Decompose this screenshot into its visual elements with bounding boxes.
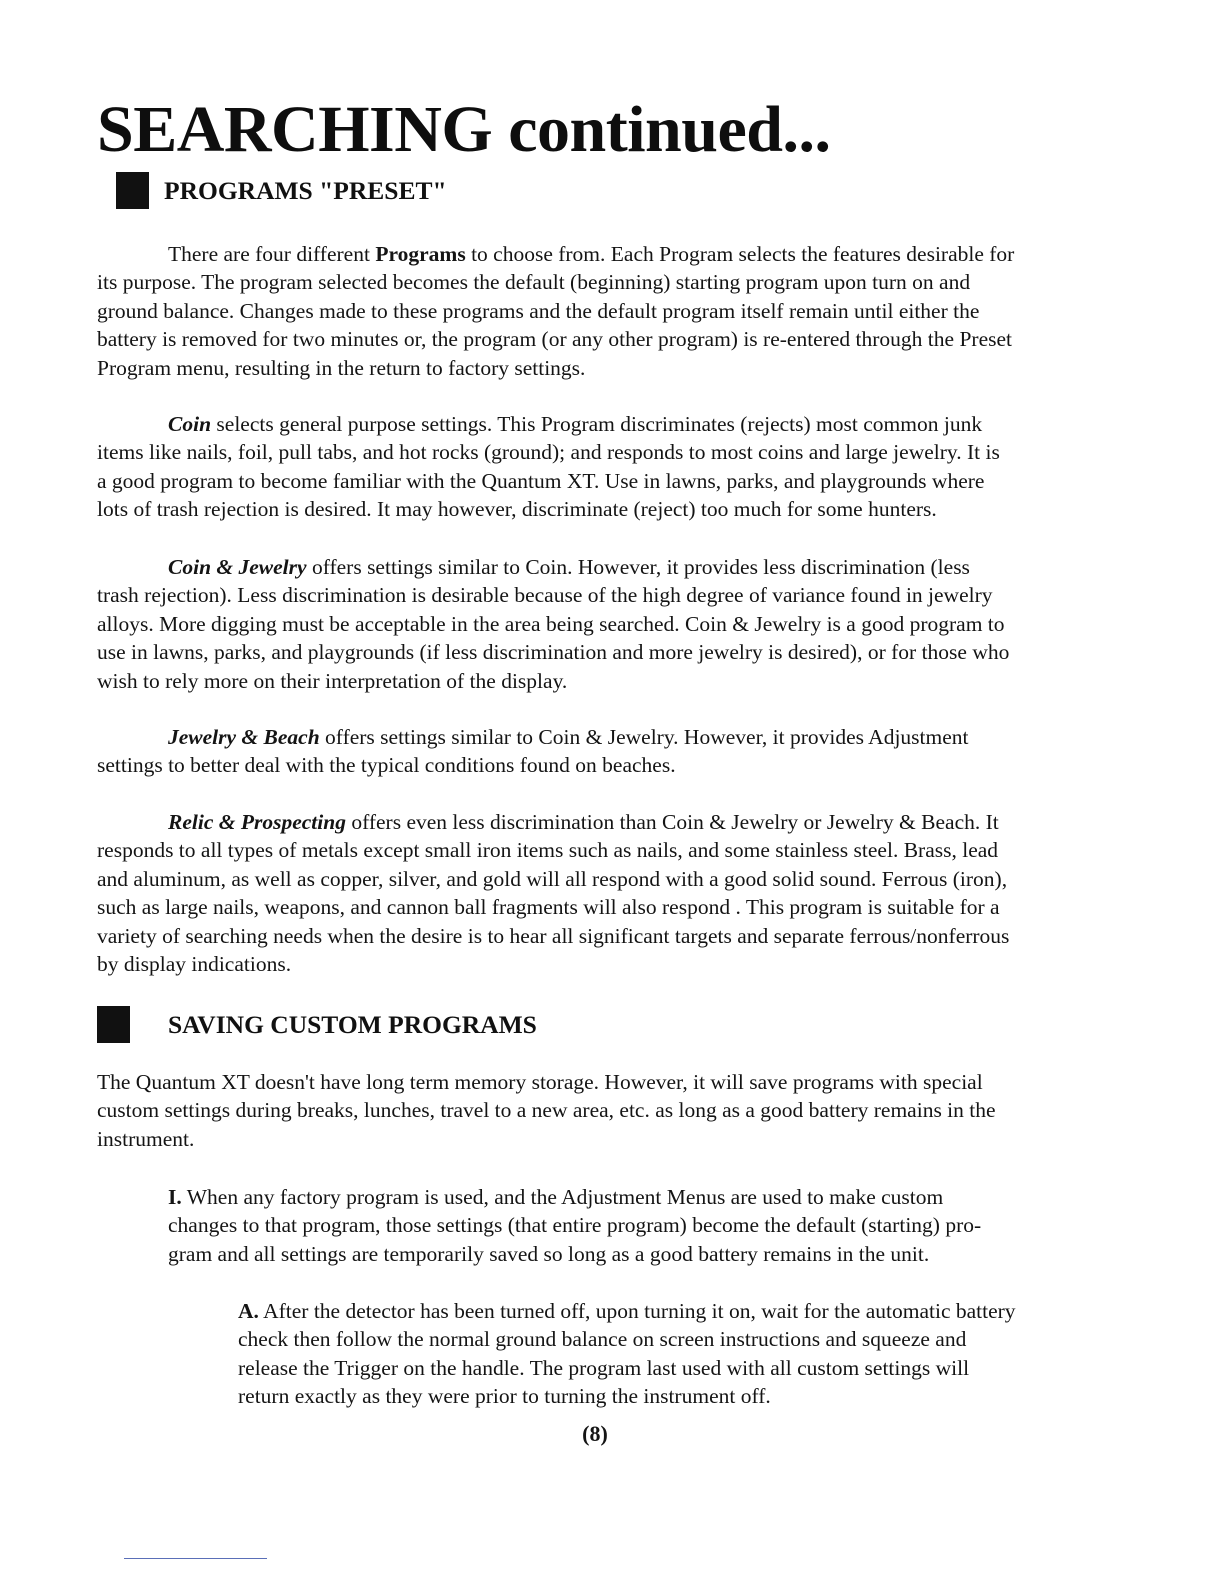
saving-intro-paragraph	[97, 1068, 1127, 1153]
paragraph-line: settings to better deal with the typical conditions found on beaches.	[97, 753, 676, 778]
relic-prospecting-program-paragraph	[97, 808, 1127, 978]
paragraph-line: responds to all types of metals except small iron items such as nails, and some stainless steel. Brass, lead	[97, 838, 999, 863]
section-heading-label: SAVING CUSTOM PROGRAMS	[168, 1010, 537, 1039]
paragraph-line: custom settings during breaks, lunches, travel to a new area, etc. as long as a good battery remains in the	[97, 1098, 996, 1123]
paragraph-line: check then follow the normal ground balance on screen instructions and squeeze and	[238, 1327, 967, 1352]
footer-rule	[124, 1558, 267, 1559]
paragraph-line: Coin selects general purpose settings. This Program discriminates (rejects) most common junk	[168, 412, 983, 436]
paragraph-line: such as large nails, weapons, and cannon ball fragments will also respond . This program is suitable for a	[97, 895, 1000, 920]
coin-program-paragraph	[97, 410, 1127, 524]
paragraph-line: items like nails, foil, pull tabs, and hot rocks (ground); and responds to most coins and large jewelry. It is	[97, 440, 1000, 465]
jewelry-beach-term: Jewelry & Beach	[168, 725, 320, 749]
paragraph-line: use in lawns, parks, and playgrounds (if less discrimination and more jewelry is desired), or for those who	[97, 640, 1010, 665]
paragraph-line: trash rejection). Less discrimination is desirable because of the high degree of variance found in jewelry	[97, 583, 993, 608]
outline-item-a	[238, 1297, 1118, 1411]
section-bullet-square	[97, 1006, 130, 1043]
paragraph-line: release the Trigger on the handle. The program last used with all custom settings will	[238, 1355, 970, 1380]
paragraph-line: wish to rely more on their interpretation of the display.	[97, 668, 568, 693]
paragraph-line: alloys. More digging must be acceptable in the area being searched. Coin & Jewelry is a good program to	[97, 611, 1005, 636]
paragraph-line: and aluminum, as well as copper, silver, and gold will all respond with a good solid sound. Ferrous (iron),	[97, 866, 1008, 891]
relic-prospecting-term: Relic & Prospecting	[168, 810, 346, 834]
paragraph-line: by display indications.	[97, 952, 292, 977]
outline-marker: A.	[238, 1299, 259, 1323]
paragraph-line: its purpose. The program selected becomes the default (beginning) starting program upon turn on and	[97, 270, 971, 295]
coin-jewelry-program-paragraph	[97, 553, 1127, 695]
programs-term: Programs	[375, 242, 466, 266]
paragraph-line: instrument.	[97, 1126, 195, 1151]
paragraph-line: There are four different Programs to choose from. Each Program selects the features desirable for	[168, 242, 1015, 266]
paragraph-line: The Quantum XT doesn't have long term memory storage. However, it will save programs with special	[97, 1070, 983, 1094]
paragraph-line: Relic & Prospecting offers even less discrimination than Coin & Jewelry or Jewelry & Beach. It	[168, 810, 999, 834]
section-bullet-square	[116, 172, 149, 209]
paragraph-line: variety of searching needs when the desire is to hear all significant targets and separate ferrous/nonferrous	[97, 923, 1010, 948]
coin-term: Coin	[168, 412, 212, 436]
paragraph-line: changes to that program, those settings (that entire program) become the default (starting) pro-	[168, 1213, 982, 1238]
paragraph-line: a good program to become familiar with the Quantum XT. Use in lawns, parks, and playgrounds where	[97, 468, 985, 493]
paragraph-line: battery is removed for two minutes or, the program (or any other program) is re-entered through the Preset	[97, 327, 1012, 352]
page-title: SEARCHING continued...	[97, 93, 831, 166]
page-number: (8)	[582, 1421, 608, 1446]
section-heading-label: PROGRAMS "PRESET"	[164, 176, 447, 205]
paragraph-line: I. When any factory program is used, and the Adjustment Menus are used to make custom	[168, 1185, 944, 1209]
paragraph-line: gram and all settings are temporarily saved so long as a good battery remains in the unit.	[168, 1241, 930, 1266]
paragraph-line: lots of trash rejection is desired. It may however, discriminate (reject) too much for some hunters.	[97, 497, 937, 522]
outline-item-i	[168, 1183, 1108, 1268]
programs-intro-paragraph	[97, 240, 1127, 382]
outline-marker: I.	[168, 1185, 182, 1209]
paragraph-line: return exactly as they were prior to turning the instrument off.	[238, 1384, 771, 1409]
paragraph-line: Jewelry & Beach offers settings similar to Coin & Jewelry. However, it provides Adjustment	[168, 725, 969, 749]
coin-jewelry-term: Coin & Jewelry	[168, 555, 307, 579]
jewelry-beach-program-paragraph	[97, 723, 1127, 780]
paragraph-line: ground balance. Changes made to these programs and the default program itself remain until either the	[97, 298, 980, 323]
paragraph-line: Coin & Jewelry offers settings similar to Coin. However, it provides less discrimination (less	[168, 555, 970, 579]
paragraph-line: Program menu, resulting in the return to factory settings.	[97, 355, 586, 380]
paragraph-line: A. After the detector has been turned off, upon turning it on, wait for the automatic battery	[238, 1299, 1016, 1323]
